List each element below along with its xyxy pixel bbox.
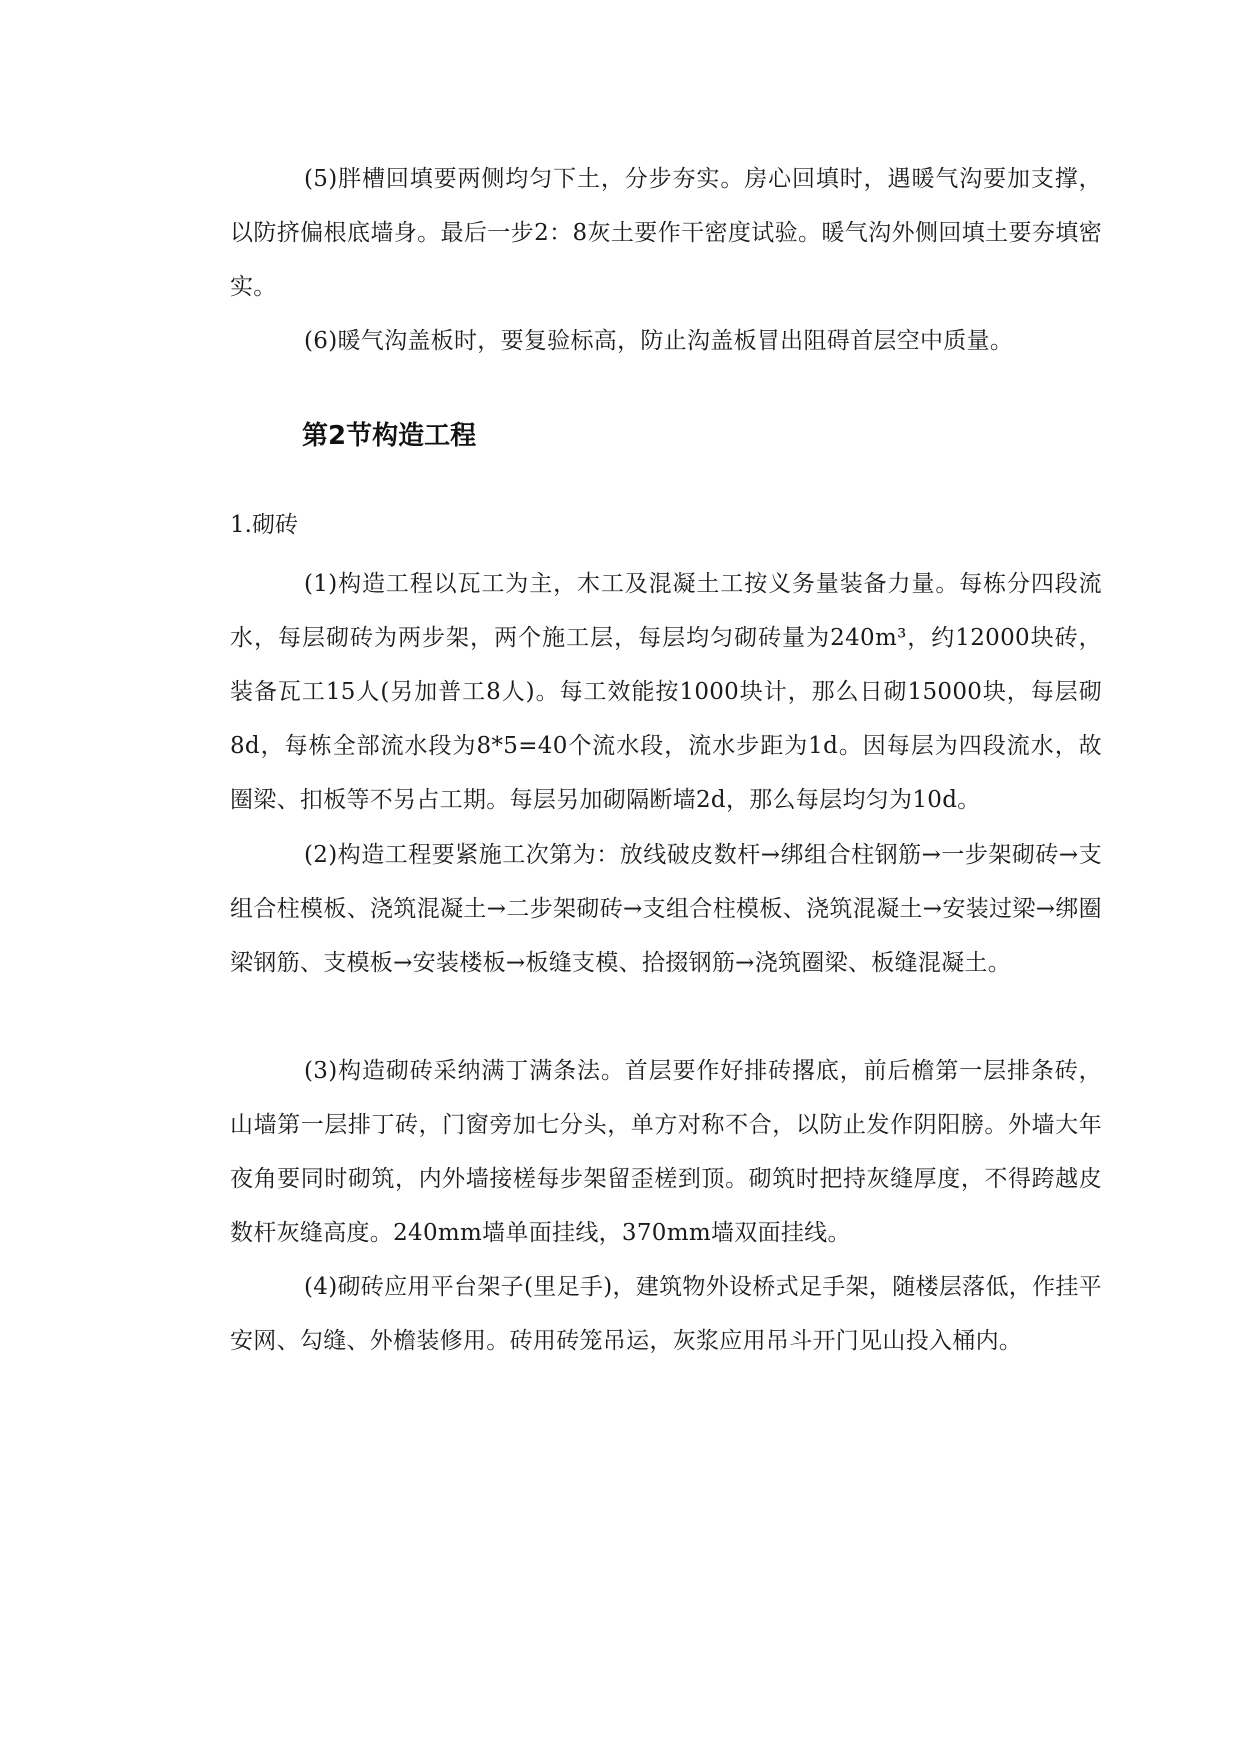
paragraph-backfill-5: (5)胖槽回填要两侧均匀下土，分步夯实。房心回填时，遇暖气沟要加支撑，以防挤偏根底墙身。最后一步2：8灰土要作干密度试验。暖气沟外侧回填土要夯填密实。 (230, 166, 1102, 300)
section-heading: 第2节构造工程 (302, 421, 477, 451)
paragraph-trench-cover-6: (6)暖气沟盖板时，要复验标高，防止沟盖板冒出阻碍首层空中质量。 (304, 328, 1014, 354)
paragraph-masonry-4: (4)砌砖应用平台架子(里足手)，建筑物外设桥式足手架，随楼层落低，作挂平安网、勾缝、外檐装修用。砖用砖笼吊运，灰浆应用吊斗开门见山投入桶内。 (230, 1274, 1102, 1354)
subsection-heading: 1.砌砖 (230, 512, 298, 538)
paragraph-masonry-3: (3)构造砌砖采纳满丁满条法。首层要作好排砖撂底，前后檐第一层排条砖，山墙第一层排丁砖，门窗旁加七分头，单方对称不合，以防止发作阴阳膀。外墙大年夜角要同时砌筑，内外墙接槎每步架留歪槎到顶。砌筑时把持灰缝厚度，不得跨越皮数杆灰缝高度。240mm墙单面挂线，370mm墙双面挂线。 (230, 1058, 1102, 1246)
paragraph-masonry-1: (1)构造工程以瓦工为主，木工及混凝土工按义务量装备力量。每栋分四段流水，每层砌砖为两步架，两个施工层，每层均匀砌砖量为240m³，约12000块砖，装备瓦工15人(另加普工8人)。每工效能按1000块计，那么日砌15000块，每层砌8d，每栋全部流水段为8*5=40个流水段，流水步距为1d。因每层为四段流水，故圈梁、扣板等不另占工期。每层另加砌隔断墙2d，那么每层均匀为10d。 (230, 571, 1102, 813)
paragraph-masonry-2: (2)构造工程要紧施工次第为：放线破皮数杆→绑组合柱钢筋→一步架砌砖→支组合柱模板、浇筑混凝土→二步架砌砖→支组合柱模板、浇筑混凝土→安装过梁→绑圈梁钢筋、支模板→安装楼板→板缝支模、拾掇钢筋→浇筑圈梁、板缝混凝土。 (230, 842, 1102, 976)
